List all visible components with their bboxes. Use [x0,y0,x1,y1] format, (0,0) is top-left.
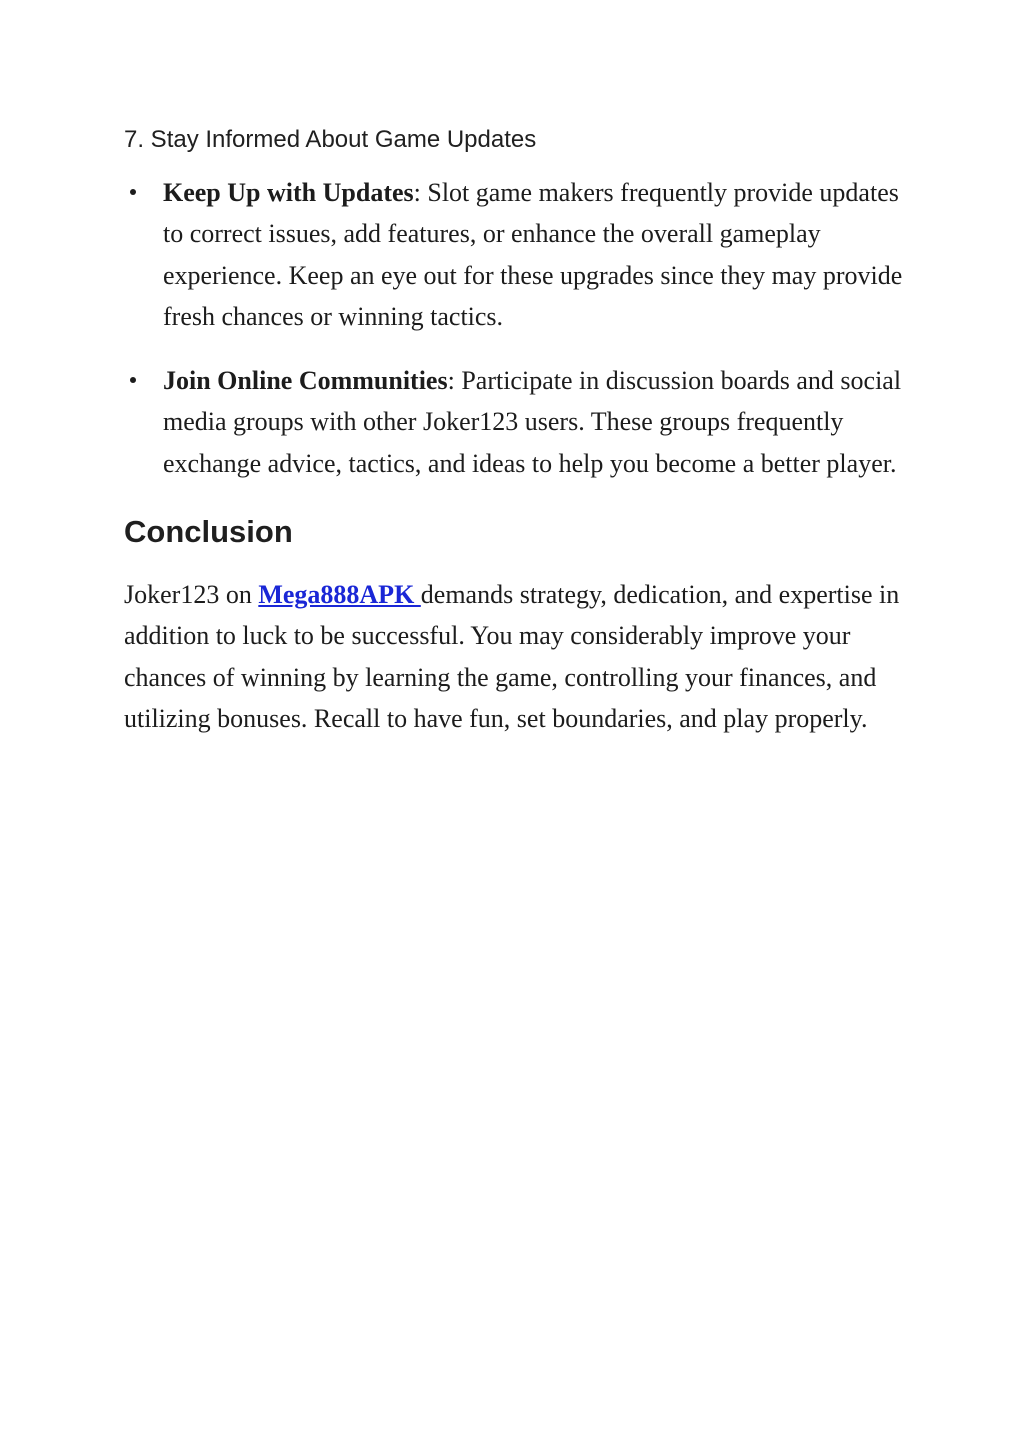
conclusion-text: demands strategy, dedication, and expertise in addition to luck to be successful. You may considerably improve your chances of winning by learning the game, controlling your finances, and utilizing bonuses. Recall to have fun, set boundaries, and play properly. [124,580,900,733]
list-item [124,172,914,337]
conclusion-paragraph [124,574,914,739]
bullet-text: Slot game makers frequently provide updates to correct issues, add features, or enhance the overall gameplay experience. Keep an eye out for these upgrades since they may provide fresh chances or winning tactics. [163,178,903,331]
section-subheading: 7. Stay Informed About Game Updates [124,126,537,153]
list-item [124,360,914,484]
bullet-term: Keep Up with Updates [163,178,414,207]
conclusion-heading: Conclusion [124,514,293,550]
bullet-icon [130,189,136,195]
mega888apk-link[interactable]: Mega888APK [258,580,421,610]
bullet-list [124,172,914,484]
bullet-text: Participate in discussion boards and social media groups with other Joker123 users. These groups frequently exchange advice, tactics, and ideas to help you become a better player. [163,366,902,478]
document-page [124,122,914,739]
bullet-separator: : [413,178,421,207]
conclusion-lead: Joker123 on [124,580,259,610]
bullet-term: Join Online Communities [163,366,448,396]
bullet-separator: : [447,366,455,396]
bullet-icon [130,377,136,383]
